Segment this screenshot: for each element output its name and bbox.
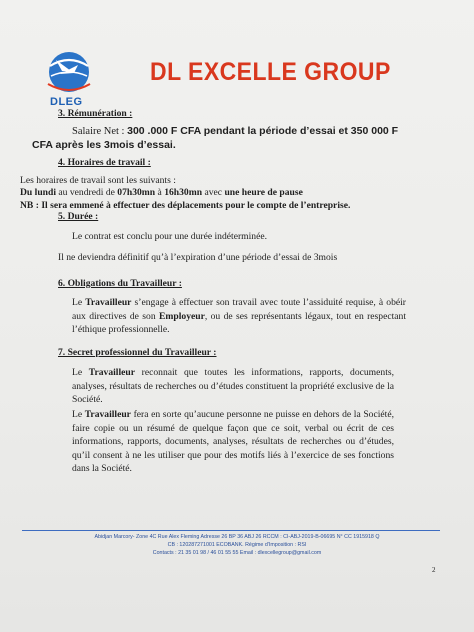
s4-nb-line: NB : Il sera emmené à effectuer des déplacements pour le compte de l’entreprise. [20,200,351,211]
page-number: 2 [432,566,436,574]
section-7-title: 7. Secret professionnel du Travailleur : [58,347,217,358]
dleg-globe-logo-icon [44,44,94,100]
s5-line-1: Le contrat est conclu pour une durée indéterminée. [72,231,267,242]
s3-line-1 [72,125,398,138]
logo-text: DLEG [50,96,83,108]
s4-line-1: Les horaires de travail sont les suivants : [20,175,176,186]
s7-paragraph-2: Le Travailleur fera en sorte qu’aucune personne ne puisse en dehors de la Société, faire copie ou un résumé de quelque façon que ce soit, verbal ou écrit de ces informations, rapports, documents, analyses, résultats de recherches ou d’études, qu’il consent à ne les utiliser que pour des motifs liés à l’exercice de ses fonctions dans la Société. [72,409,394,475]
s3-salary-value: 300 .000 F CFA pendant la période d’essai et 350 000 F [127,125,399,137]
section-4-title: 4. Horaires de travail : [58,157,151,168]
s4-line-2: Du lundi au vendredi de 07h30mn à 16h30mn avec une heure de pause [20,187,303,198]
s5-line-2: Il ne deviendra définitif qu’à l’expiration d’une période d’essai de 3mois [58,252,338,263]
section-5-title: 5. Durée : [58,211,99,222]
s3-salary-label: Salaire Net : [72,126,128,137]
section-6-title: 6. Obligations du Travailleur : [58,278,182,289]
company-name: DL EXCELLE GROUP [150,58,391,86]
footer-divider [22,530,440,531]
footer-address: Abidjan Marcory- Zone 4C Rue Alex Fleming Adresse 26 BP 36 ABJ 26 RCCM : CI-ABJ-2019-B-06695 N° CC 1915918 Q [94,534,380,540]
s6-paragraph: Le Travailleur s’engage à effectuer son travail avec toute l’assiduité requise, à obéir aux directives de son Employeur, ou de ses représentants légaux, tout en respectant l’éthique professionnelle. [72,297,406,336]
s7-paragraph-1: Le Travailleur reconnait que toutes les informations, rapports, documents, analyses, résultats de recherches ou d’études constituent la propriété exclusive de la Société. [72,367,394,406]
footer-bank: CB : 120287271001 ECOBANK. Régime d’Imposition : RSI [167,542,307,548]
footer-contacts: Contacts : 21 35 01 98 / 46 01 55 55 Email : dlexcellegroup@gmail.com [152,550,322,556]
section-3-title: 3. Rémunération : [58,108,133,119]
s3-line-2: CFA après les 3mois d’essai. [32,139,176,151]
